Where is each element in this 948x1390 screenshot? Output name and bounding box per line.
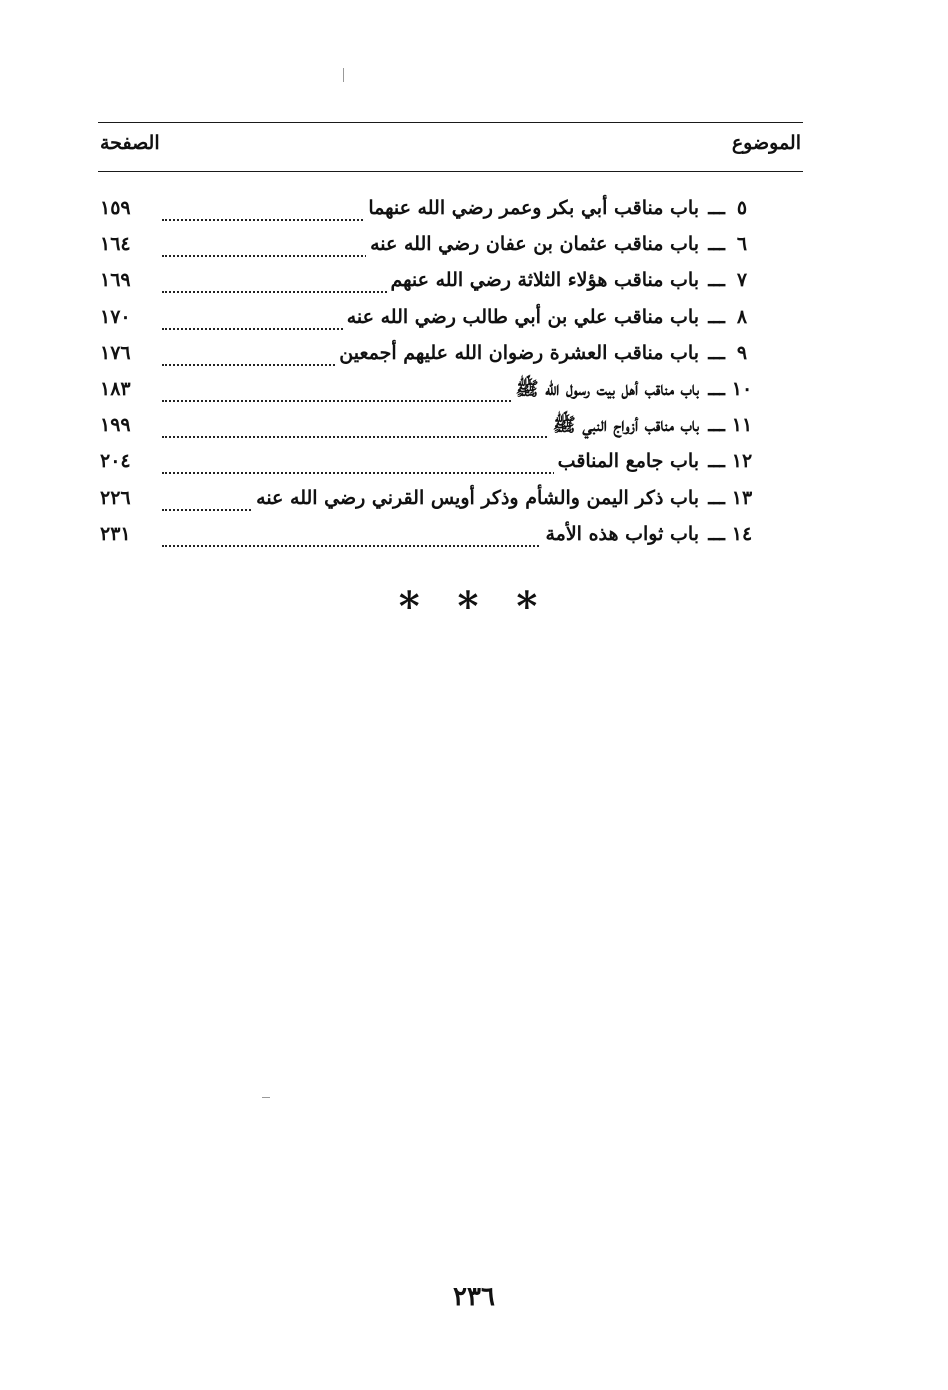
section-end-ornament: * * * — [398, 583, 550, 630]
entry-number: ٧ — [736, 269, 748, 292]
table-of-contents — [98, 191, 753, 553]
entry-title: باب مناقب أهل بيت رسول الله ﷺ — [512, 375, 699, 403]
entry-page-number: ٢٢٦ — [100, 486, 131, 509]
entry-title: باب جامع المناقب — [554, 447, 699, 475]
entry-number: ٥ — [736, 197, 748, 219]
scan-speck — [262, 1097, 270, 1098]
entry-page-number: ٢٣١ — [100, 522, 131, 545]
entry-dash: ـــ — [708, 305, 725, 328]
entry-page-number: ١٧٦ — [100, 341, 131, 364]
entry-dash: ـــ — [708, 233, 725, 256]
entry-dash: ـــ — [708, 450, 725, 473]
entry-dash: ـــ — [708, 414, 725, 437]
entry-number: ١٢ — [731, 450, 753, 473]
entry-title: باب ثواب هذه الأمة — [541, 520, 699, 548]
toc-entry — [98, 444, 753, 480]
entry-page-number: ٢٠٤ — [100, 450, 131, 473]
entry-dash: ـــ — [708, 522, 725, 545]
entry-dash: ـــ — [708, 486, 725, 509]
toc-entry — [98, 336, 753, 372]
entry-title: باب مناقب أبي بكر وعمر رضي الله عنهما — [364, 194, 699, 222]
toc-entry — [98, 263, 753, 299]
page-number-footer: ٢٣٦ — [453, 1282, 495, 1312]
toc-entry — [98, 191, 753, 227]
toc-entry — [98, 517, 753, 553]
entry-title: باب مناقب هؤلاء الثلاثة رضي الله عنهم — [387, 266, 699, 294]
entry-number: ١٠ — [731, 377, 753, 400]
topic-column-header: الموضوع — [731, 132, 801, 154]
entry-page-number: ١٦٩ — [100, 269, 131, 292]
header-top-rule — [98, 122, 803, 123]
entry-title: باب مناقب العشرة رضوان الله عليهم أجمعين — [335, 339, 699, 367]
scan-speck — [343, 68, 344, 82]
toc-entry — [98, 481, 753, 517]
entry-page-number: ١٩٩ — [100, 414, 131, 437]
toc-entry — [98, 408, 753, 444]
entry-number: ٩ — [736, 341, 748, 364]
entry-number: ١٣ — [731, 486, 753, 509]
entry-page-number: ١٥٩ — [100, 197, 131, 219]
entry-title: باب ذكر اليمن والشأم وذكر أويس القرني رضي الله عنه — [252, 484, 699, 512]
entry-title: باب مناقب عثمان بن عفان رضي الله عنه — [366, 230, 699, 258]
entry-dash: ـــ — [708, 377, 725, 400]
entry-title: باب مناقب أزواج النبي ﷺ — [549, 411, 699, 439]
toc-entry — [98, 300, 753, 336]
toc-entry — [98, 372, 753, 408]
header-bottom-rule — [98, 171, 803, 172]
entry-dash: ـــ — [708, 341, 725, 364]
entry-dash: ـــ — [708, 197, 725, 219]
entry-page-number: ١٧٠ — [100, 305, 131, 328]
toc-entry — [98, 227, 753, 263]
page-column-header: الصفحة — [100, 132, 160, 154]
entry-page-number: ١٨٣ — [100, 377, 131, 400]
entry-number: ١٤ — [731, 522, 753, 545]
entry-number: ٨ — [736, 305, 748, 328]
entry-page-number: ١٦٤ — [100, 233, 131, 256]
entry-number: ٦ — [736, 233, 748, 256]
entry-number: ١١ — [731, 414, 753, 437]
entry-title: باب مناقب علي بن أبي طالب رضي الله عنه — [343, 303, 699, 331]
entry-dash: ـــ — [708, 269, 725, 292]
